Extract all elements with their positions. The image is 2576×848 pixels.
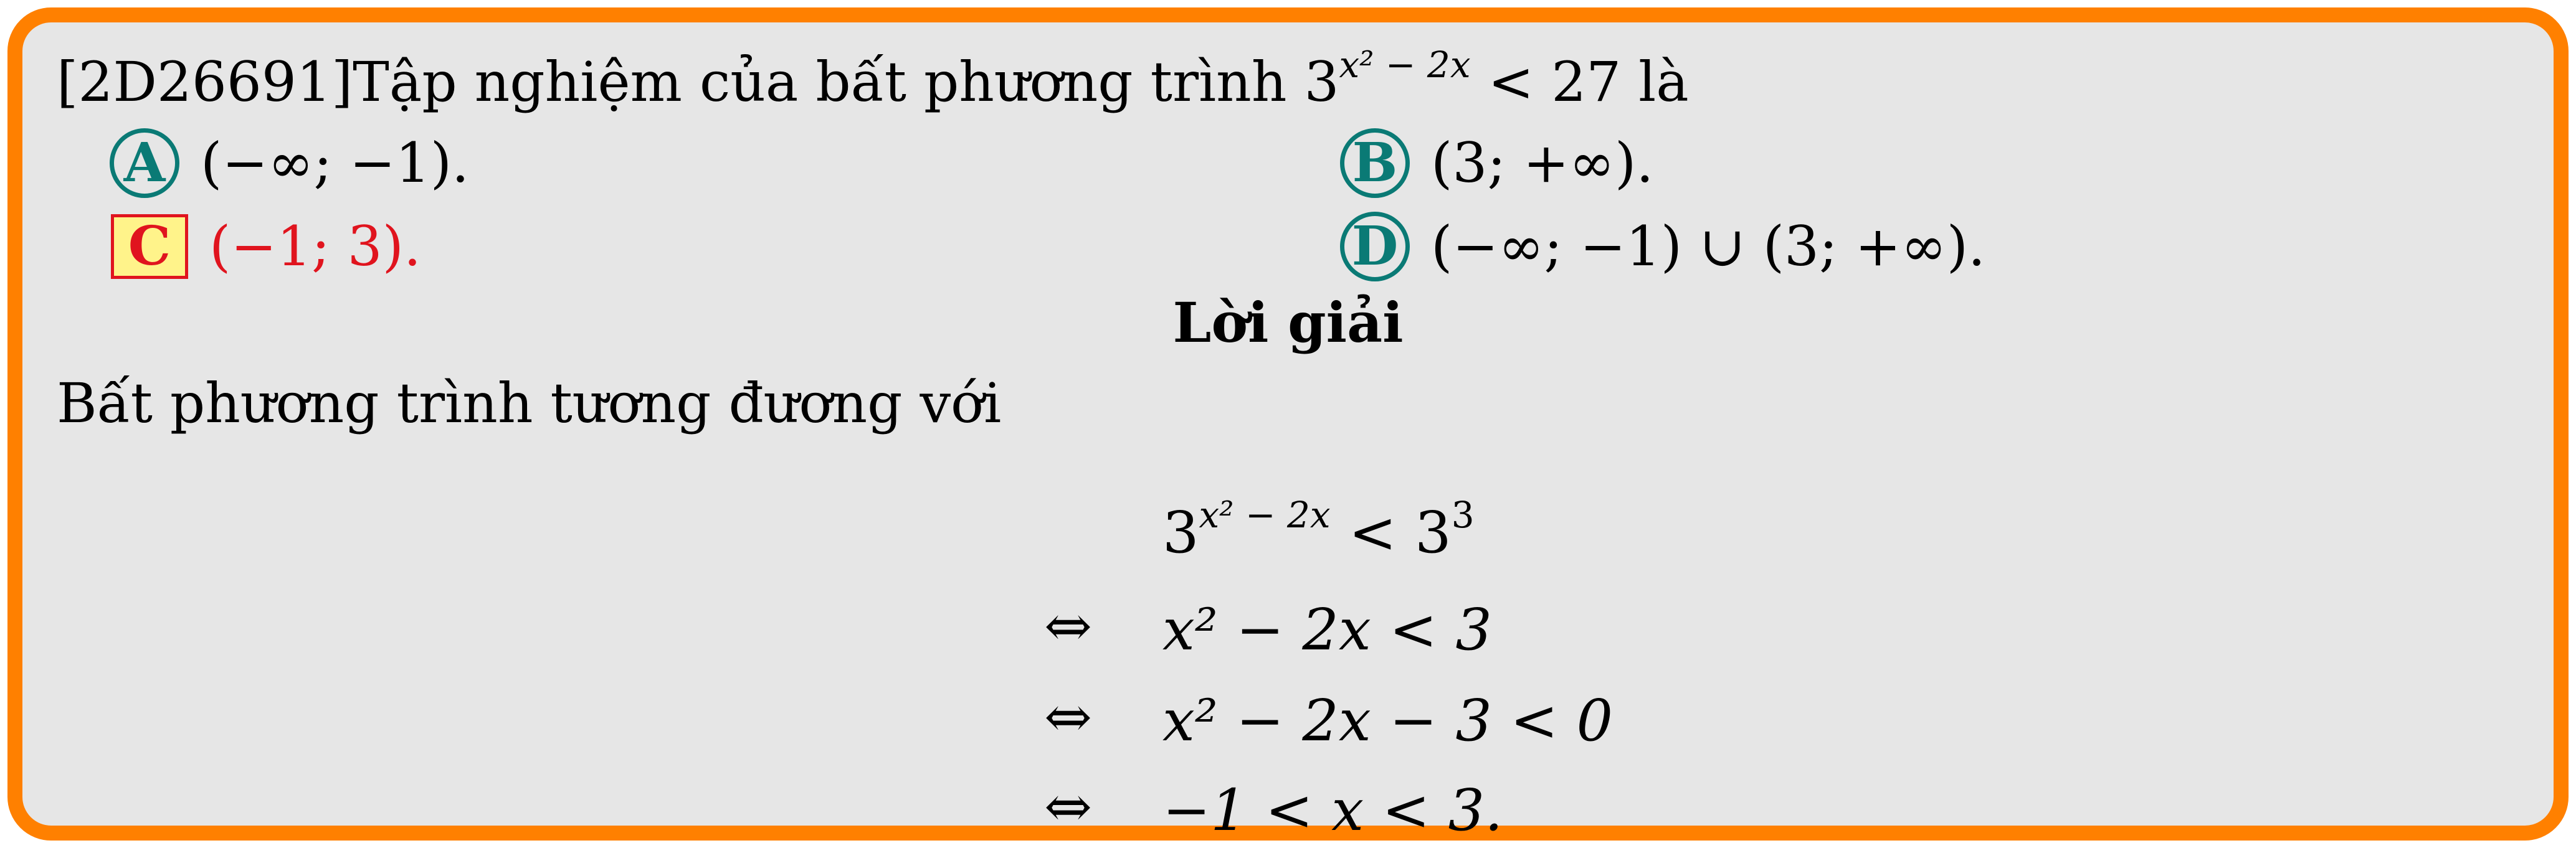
expr-base: 3 [1304,50,1339,114]
expr-exponent: x² − 2x [1339,43,1471,86]
option-a-text: (−∞; −1). [201,131,470,195]
step-1-rest: < 3 [1330,499,1452,566]
question-line [57,45,1689,120]
expr-rest: < 27 là [1470,50,1689,114]
question-card [7,7,2569,844]
option-b[interactable] [1340,126,1653,200]
option-a[interactable] [110,126,469,200]
step-4-arrow: ⇔ [1044,773,1093,840]
option-d-badge: D [1340,212,1410,281]
step-3-arrow: ⇔ [1044,684,1093,750]
step-2-arrow: ⇔ [1044,593,1093,659]
question-expression [1304,43,1689,114]
option-c[interactable] [111,209,421,284]
step-1-exponent: x² − 2x [1199,494,1331,537]
step-1-rest-exponent: 3 [1451,494,1475,537]
option-c-badge: C [111,214,188,279]
solution-title: Lời giải [1172,290,1404,355]
question-text: Tập nghiệm của bất phương trình [353,50,1305,114]
solution-step-1 [1162,496,1475,570]
solution-intro: Bất phương trình tương đương với [57,371,1002,435]
option-d[interactable] [1340,209,1985,284]
solution-step-4: −1 < x < 3. [1162,777,1503,844]
option-c-text: (−1; 3). [209,214,421,278]
question-code: [2D26691] [57,50,353,114]
option-b-text: (3; +∞). [1431,131,1654,195]
option-a-badge: A [110,128,179,198]
option-b-badge: B [1340,128,1410,198]
solution-step-3: x² − 2x − 3 < 0 [1162,687,1613,754]
solution-step-2: x² − 2x < 3 [1162,596,1492,663]
option-d-text: (−∞; −1) ∪ (3; +∞). [1431,214,1986,278]
step-1-base: 3 [1162,499,1199,566]
